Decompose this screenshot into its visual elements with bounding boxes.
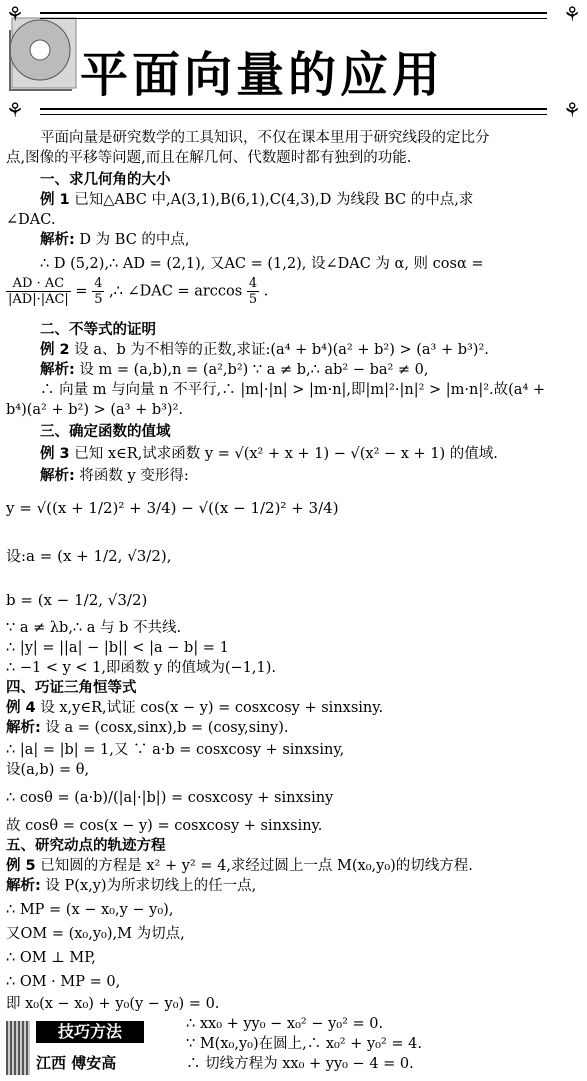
solution-5-line-2: ∴ MP = (x − x₀,y − y₀), (6, 902, 174, 918)
example-2-label: 例 2 (40, 342, 70, 358)
solution-3-vector-a: 设:a = (x + 1/2, √3/2), (6, 547, 172, 565)
bottom-ornament-line (40, 108, 547, 115)
section-2-heading: 二、不等式的证明 (40, 322, 156, 338)
solution-3-formula-y: y = √((x + 1/2)² + 3/4) − √((x − 1/2)² + 3/4) (6, 499, 339, 517)
column-badge: 技巧方法 (36, 1021, 144, 1043)
example-5-text: 已知圆的方程是 x² + y² = 4,求经过圆上一点 M(x₀,y₀)的切线方程. (40, 858, 473, 874)
solution-5-line-4: ∴ OM ⊥ MP, (6, 950, 96, 966)
cos-fraction: $\frac{AD \cdot AC}{|AD|\cdot|AC|}$ (8, 276, 69, 307)
solution-5-line-8: ∵ M(x₀,y₀)在圆上,∴ x₀² + y₀² = 4. (186, 1036, 423, 1052)
bow-left-top-icon: ⚘ (6, 2, 24, 26)
intro-line-1: 平面向量是研究数学的工具知识，不仅在课本里用于研究线段的定比分 (40, 130, 490, 146)
intro-line-2: 点,图像的平移等问题,而且在解几何、代数题时都有独到的功能. (6, 150, 412, 166)
example-1-line-1 (40, 192, 581, 209)
example-1-text: 已知△ABC 中,A(3,1),B(6,1),C(4,3),D 为线段 BC 的中点,求 (74, 192, 474, 208)
solution-1-text: D 为 BC 的中点, (79, 232, 190, 248)
solution-2-line-3: b⁴)(a² + b²) > (a³ + b³)². (6, 402, 184, 418)
author-credit: 江西 傅安高 (36, 1054, 117, 1072)
solution-3-line-5: ∵ a ≠ λb,∴ a 与 b 不共线. (6, 620, 182, 636)
footer-side-bar (6, 1021, 30, 1075)
example-2-line-1 (40, 342, 581, 359)
solution-2-line-2: ∴ 向量 m 与向量 n 不平行,∴ |m|·|n| > |m·n|,即|m|²·|n|² > |m·n|².故(a⁴ + (40, 382, 546, 398)
section-4-heading: 四、巧证三角恒等式 (6, 680, 137, 696)
example-4-label: 例 4 (6, 700, 36, 716)
example-1-label: 例 1 (40, 192, 70, 208)
solution-label: 解析: (40, 232, 75, 248)
solution-5-line-1: 解析: 设 P(x,y)为所求切线上的任一点, (6, 878, 257, 894)
solution-2-line-1: 解析: 设 m = (a,b),n = (a²,b²) ∵ a ≠ b,∴ ab² − ba² ≠ 0, (40, 362, 429, 378)
solution-1-line-1 (40, 232, 581, 249)
solution-5-line-6: 即 x₀(x − x₀) + y₀(y − y₀) = 0. (6, 996, 220, 1012)
section-3-heading: 三、确定函数的值域 (40, 424, 171, 440)
example-3-text: 已知 x∈R,试求函数 y = √(x² + x + 1) − √(x² − x + 1) 的值域. (74, 446, 498, 462)
example-1-line-2: ∠DAC. (6, 212, 56, 228)
bow-right-top-icon: ⚘ (563, 2, 581, 26)
example-5-line-1 (6, 858, 581, 875)
example-3-line-1 (40, 446, 581, 463)
example-4-text: 设 x,y∈R,试证 cos(x − y) = cosxcosy + sinxsiny. (40, 700, 384, 716)
example-3-label: 例 3 (40, 446, 70, 462)
example-5-label: 例 5 (6, 858, 36, 874)
section-1-heading: 一、求几何角的大小 (40, 172, 171, 188)
solution-5-line-3: 又OM = (x₀,y₀),M 为切点, (6, 926, 185, 942)
example-2-text: 设 a、b 为不相等的正数,求证:(a⁴ + b⁴)(a² + b²) > (a³ + b³)². (74, 342, 489, 358)
solution-4-line-4: ∴ cosθ = (a·b)/(|a|·|b|) = cosxcosy + sinxsiny (6, 790, 334, 806)
solution-4-line-3: 设(a,b) = θ, (6, 762, 90, 778)
solution-5-line-9: ∴ 切线方程为 xx₀ + yy₀ − 4 = 0. (186, 1056, 414, 1072)
solution-3-line-1: 解析: 将函数 y 变形得: (40, 468, 189, 484)
bow-right-bottom-icon: ⚘ (563, 98, 581, 122)
solution-3-line-7: ∴ −1 < y < 1,即函数 y 的值域为(−1,1). (6, 660, 277, 676)
solution-4-line-5: 故 cosθ = cos(x − y) = cosxcosy + sinxsiny. (6, 818, 323, 834)
example-4-line-1 (6, 700, 581, 717)
section-5-heading: 五、研究动点的轨迹方程 (6, 838, 166, 854)
solution-4-line-1: 解析: 设 a = (cosx,sinx),b = (cosy,siny). (6, 720, 289, 736)
page-title: 平面向量的应用 (80, 47, 445, 103)
solution-1-line-2: ∴ D (5,2),∴ AD = (2,1), 又AC = (1,2), 设∠DAC 为 α, 则 cosα = (40, 256, 484, 272)
solution-4-line-2: ∴ |a| = |b| = 1,又 ∵ a·b = cosxcosy + sinxsiny, (6, 742, 345, 758)
solution-3-vector-b: b = (x − 1/2, √3/2) (6, 591, 148, 609)
solution-5-line-7: ∴ xx₀ + yy₀ − x₀² − y₀² = 0. (186, 1016, 384, 1032)
bow-left-bottom-icon: ⚘ (6, 98, 24, 122)
top-ornament-line (40, 12, 547, 19)
solution-3-line-6: ∴ |y| = ||a| − |b|| < |a − b| = 1 (6, 640, 229, 656)
solution-5-line-5: ∴ OM · MP = 0, (6, 974, 121, 990)
solution-1-line-3: $\frac{AD \cdot AC}{|AD|\cdot|AC|}$ = $\frac{4}{5}$ ,∴ ∠DAC = arccos $\frac{4}{5}$ . (8, 276, 269, 307)
